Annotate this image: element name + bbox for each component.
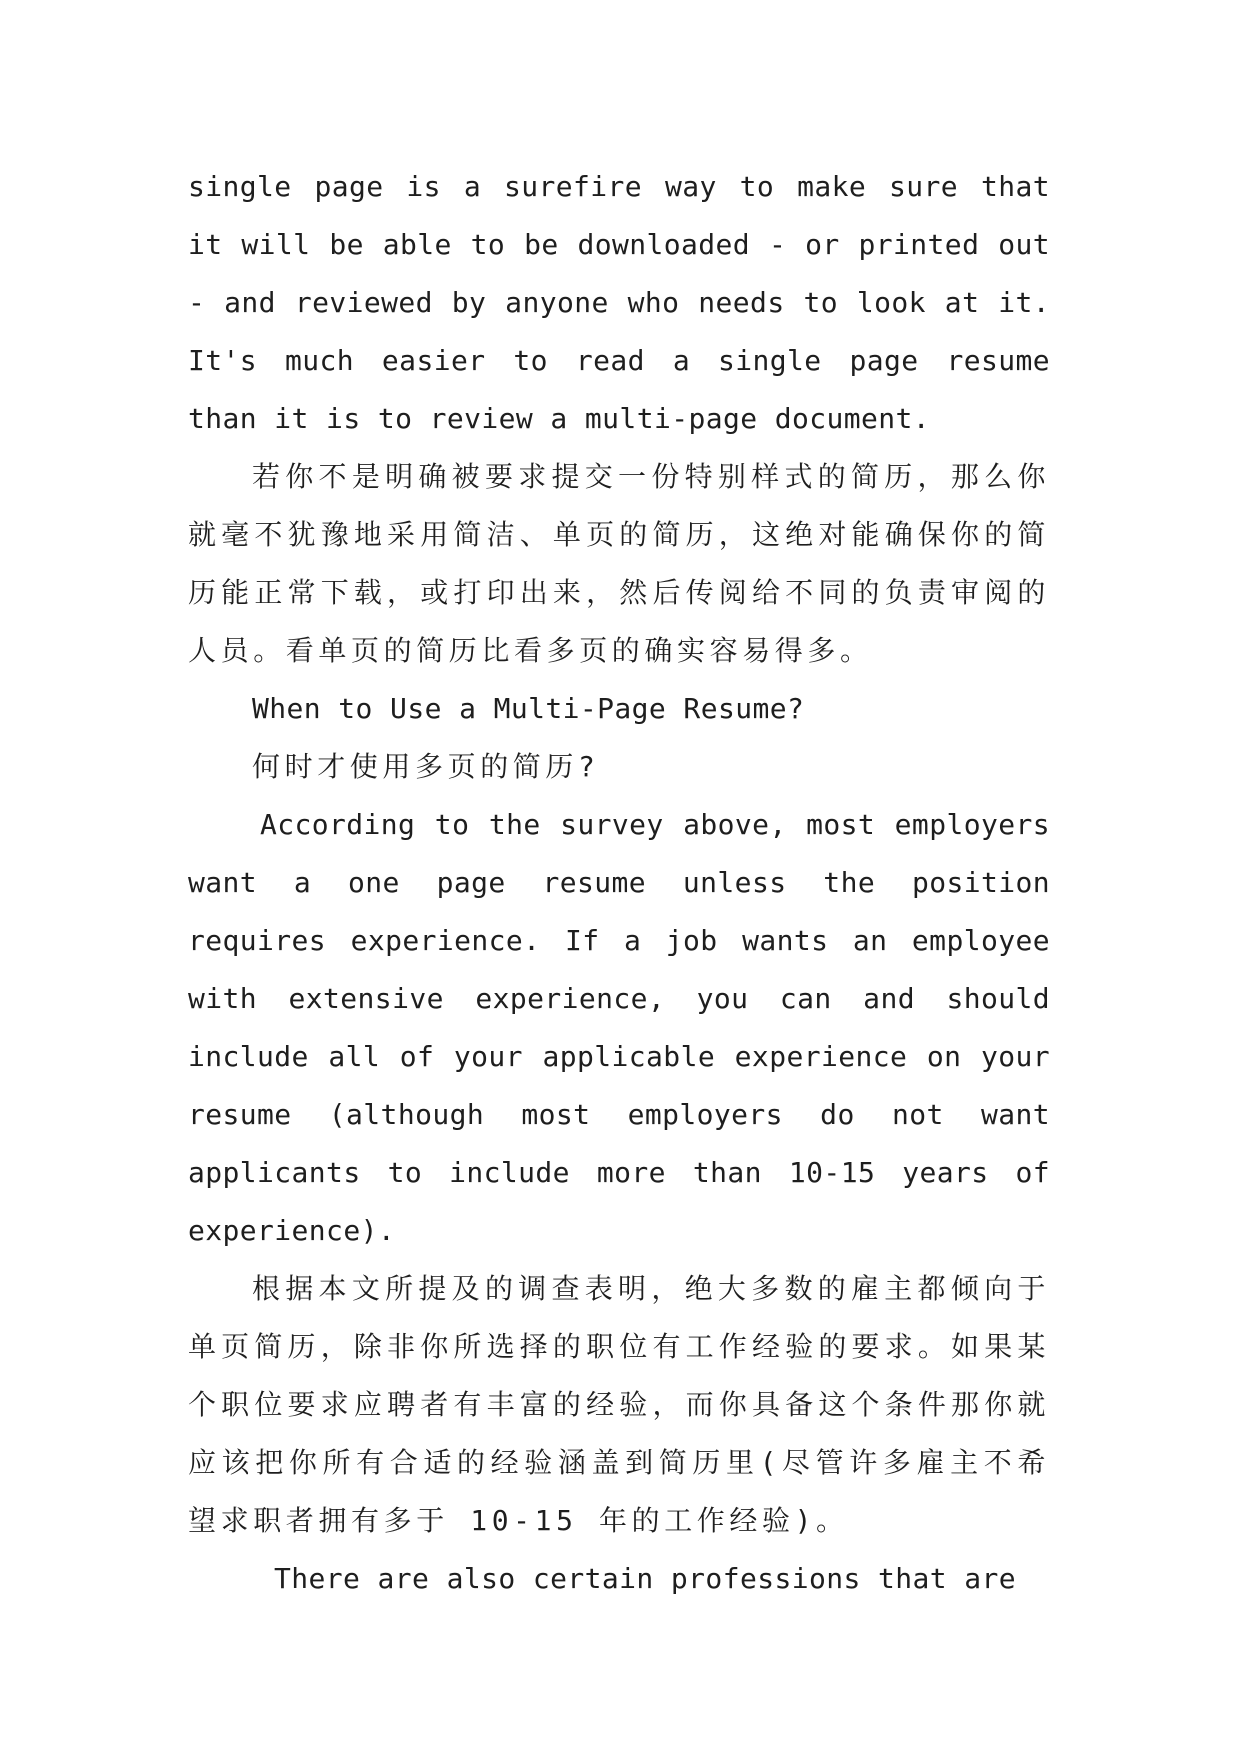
heading-multi-page-english: When to Use a Multi-Page Resume? <box>252 692 805 725</box>
document-body <box>188 158 1050 1608</box>
paragraph-english-single-page: single page is a surefire way to make sure that it will be able to be downloaded - or printed out - and reviewed by anyone who needs to look at it. It's much easier to read a single page resume than it is to review a multi-page document. <box>188 170 1050 435</box>
paragraph-english-survey: According to the survey above, most employers want a one page resume unless the position requires experience. If a job wants an employee with extensive experience, you can and should include all of your applicable experience on your resume (although most employers do not want applicants to include more than 10-15 years of experience). <box>188 808 1050 1247</box>
heading-multi-page-chinese: 何时才使用多页的简历? <box>252 750 600 783</box>
paragraph-chinese-single-page: 若你不是明确被要求提交一份特别样式的简历，那么你就毫不犹豫地采用简洁、单页的简历，这绝对能确保你的简历能正常下载，或打印出来，然后传阅给不同的负责审阅的人员。看单页的简历比看多页的确实容易得多。 <box>188 460 1050 667</box>
paragraph-chinese-survey: 根据本文所提及的调查表明，绝大多数的雇主都倾向于单页简历，除非你所选择的职位有工作经验的要求。如果某个职位要求应聘者有丰富的经验，而你具备这个条件那你就应该把你所有合适的经验涵盖到简历里(尽管许多雇主不希望求职者拥有多于 10-15 年的工作经验)。 <box>188 1272 1050 1537</box>
paragraph-english-professions: There are also certain professions that are <box>274 1562 1017 1595</box>
